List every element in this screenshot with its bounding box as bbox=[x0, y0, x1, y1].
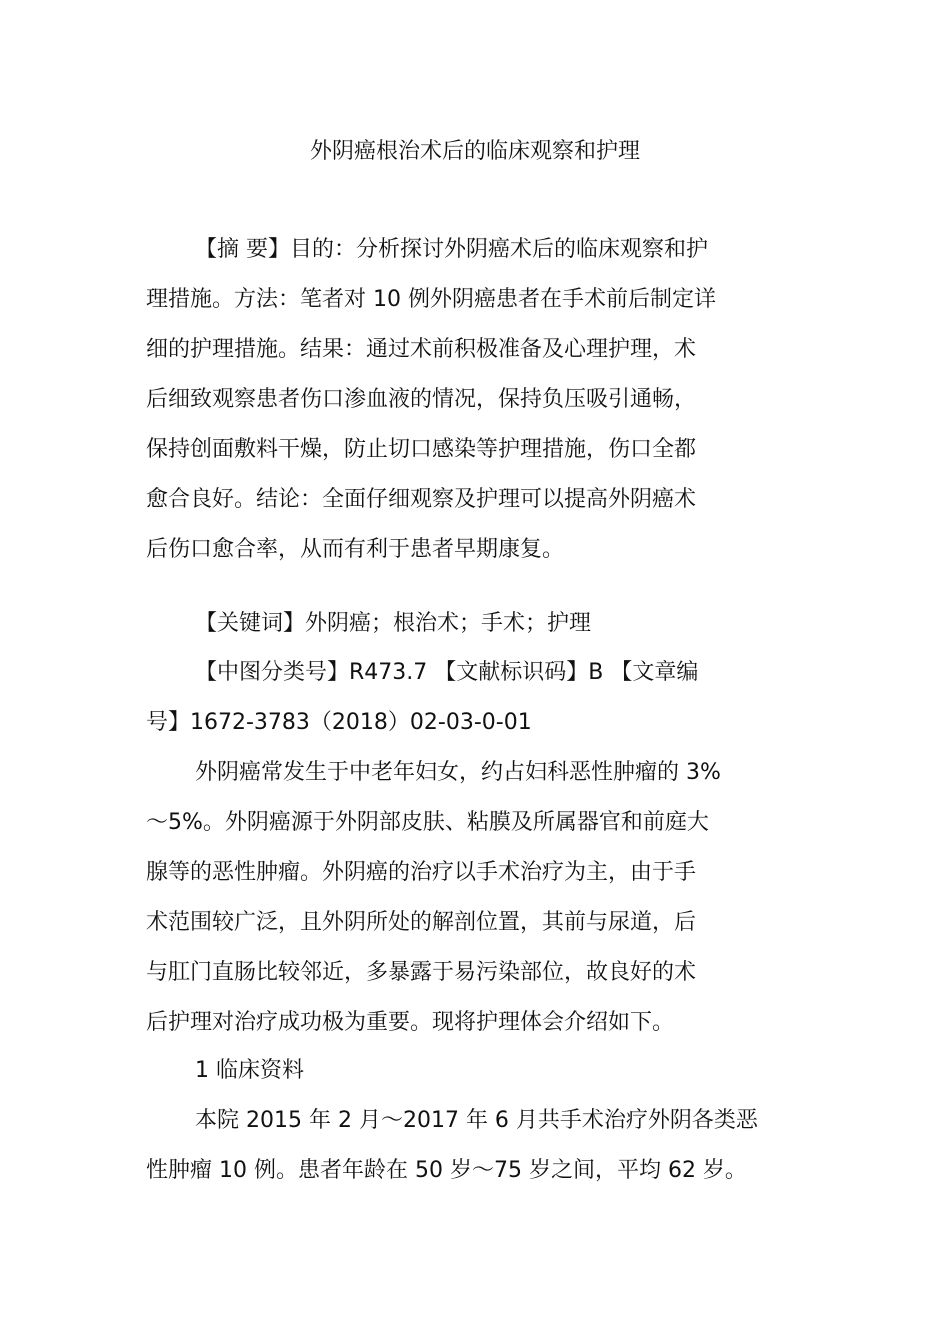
abstract-line: 愈合良好。结论：全面仔细观察及护理可以提高外阴癌术 bbox=[146, 487, 697, 512]
abstract-line: 后伤口愈合率，从而有利于患者早期康复。 bbox=[146, 537, 565, 562]
intro-line: 外阴癌常发生于中老年妇女，约占妇科恶性肿瘤的 3% bbox=[195, 760, 721, 785]
abstract-line: 细的护理措施。结果：通过术前积极准备及心理护理，术 bbox=[146, 337, 697, 362]
keywords-line: 【关键词】外阴癌；根治术；手术；护理 bbox=[195, 611, 592, 636]
classification-line: 【中图分类号】R473.7 【文献标识码】B 【文章编 bbox=[195, 660, 699, 685]
abstract-line: 后细致观察患者伤口渗血液的情况，保持负压吸引通畅， bbox=[146, 387, 697, 412]
document-title: 外阴癌根治术后的临床观察和护理 bbox=[309, 139, 640, 164]
classification-line: 号】1672-3783（2018）02-03-0-01 bbox=[146, 710, 532, 735]
abstract-line: 理措施。方法：笔者对 10 例外阴癌患者在手术前后制定详 bbox=[146, 287, 716, 312]
abstract-line: 保持创面敷料干燥，防止切口感染等护理措施，伤口全都 bbox=[146, 437, 697, 462]
intro-line: ～5%。外阴癌源于外阴部皮肤、粘膜及所属器官和前庭大 bbox=[146, 810, 709, 835]
intro-line: 后护理对治疗成功极为重要。现将护理体会介绍如下。 bbox=[146, 1010, 675, 1035]
abstract-line: 【摘 要】目的：分析探讨外阴癌术后的临床观察和护 bbox=[195, 237, 708, 262]
intro-line: 术范围较广泛，且外阴所处的解剖位置，其前与尿道，后 bbox=[146, 910, 697, 935]
intro-line: 腺等的恶性肿瘤。外阴癌的治疗以手术治疗为主，由于手 bbox=[146, 860, 697, 885]
section-line: 本院 2015 年 2 月～2017 年 6 月共手术治疗外阴各类恶 bbox=[195, 1108, 758, 1133]
section-line: 性肿瘤 10 例。患者年龄在 50 岁～75 岁之间，平均 62 岁。 bbox=[146, 1158, 747, 1183]
intro-line: 与肛门直肠比较邻近，多暴露于易污染部位，故良好的术 bbox=[146, 960, 697, 985]
section-heading: 1 临床资料 bbox=[195, 1058, 304, 1083]
